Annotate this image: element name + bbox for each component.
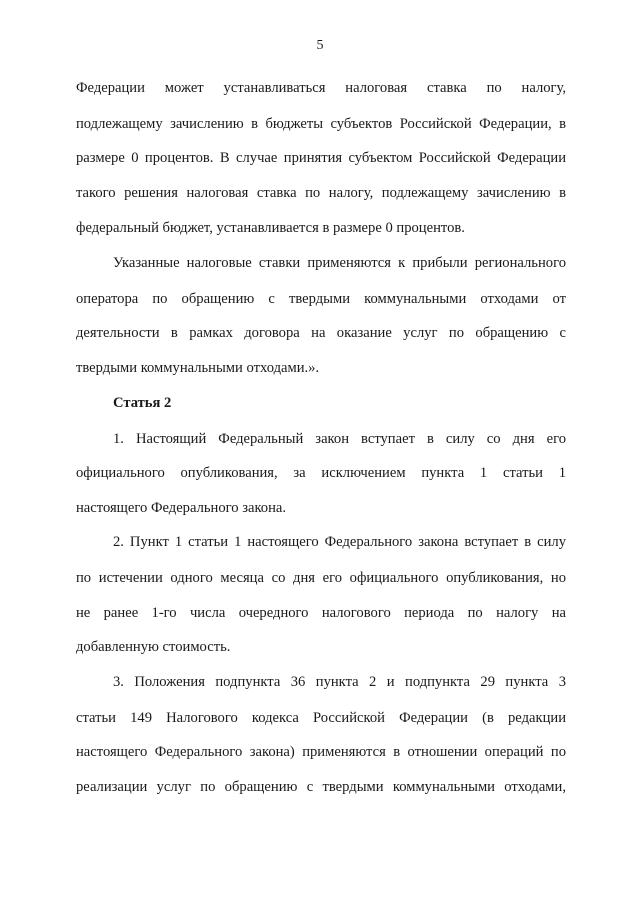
clause-1-line-2: официального опубликования, за исключением пункта 1 статьи 1: [76, 465, 566, 481]
clause-3-line-2: статьи 149 Налогового кодекса Российской Федерации (в редакции: [76, 710, 566, 726]
paragraph-1-line-1: Федерации может устанавливаться налоговая ставка по налогу,: [76, 80, 566, 96]
page-number: 5: [316, 38, 324, 53]
clause-3-line-4: реализации услуг по обращению с твердыми коммунальными отходами,: [76, 779, 566, 795]
paragraph-2-line-1: Указанные налоговые ставки применяются к прибыли регионального: [113, 255, 566, 271]
paragraph-1-line-4: такого решения налоговая ставка по налогу, подлежащему зачислению в: [76, 185, 566, 201]
clause-2-line-2: по истечении одного месяца со дня его официального опубликования, но: [76, 570, 566, 586]
clause-2-line-1: 2. Пункт 1 статьи 1 настоящего Федерального закона вступает в силу: [113, 534, 566, 550]
paragraph-1-line-3: размере 0 процентов. В случае принятия субъектом Российской Федерации: [76, 150, 566, 166]
paragraph-1-line-5: федеральный бюджет, устанавливается в размере 0 процентов.: [76, 220, 465, 236]
paragraph-1-line-2: подлежащему зачислению в бюджеты субъектов Российской Федерации, в: [76, 116, 566, 132]
clause-1-line-1: 1. Настоящий Федеральный закон вступает в силу со дня его: [113, 431, 566, 447]
clause-3-line-3: настоящего Федерального закона) применяются в отношении операций по: [76, 744, 566, 760]
clause-3-line-1: 3. Положения подпункта 36 пункта 2 и подпункта 29 пункта 3: [113, 674, 566, 690]
paragraph-2-line-3: деятельности в рамках договора на оказание услуг по обращению с: [76, 325, 566, 341]
article-heading: Статья 2: [113, 395, 172, 411]
clause-1-line-3: настоящего Федерального закона.: [76, 500, 287, 516]
clause-2-line-3: не ранее 1-го числа очередного налогового периода по налогу на: [76, 605, 566, 621]
clause-2-line-4: добавленную стоимость.: [76, 639, 231, 655]
paragraph-2-line-4: твердыми коммунальными отходами.».: [76, 360, 320, 376]
paragraph-2-line-2: оператора по обращению с твердыми коммунальными отходами от: [76, 291, 566, 307]
